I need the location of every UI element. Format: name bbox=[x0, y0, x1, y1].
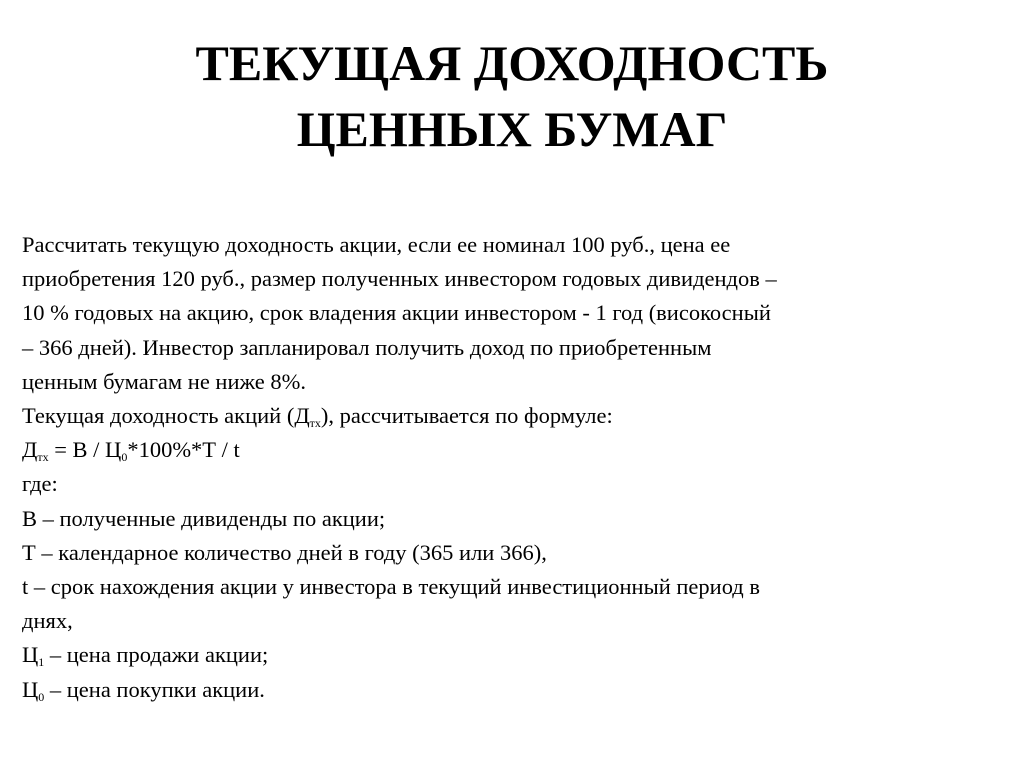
formula-mid-subscript: 0 bbox=[121, 450, 128, 465]
task-line: приобретения 120 руб., размер полученных инвестором годовых дивидендов – bbox=[22, 266, 777, 292]
definition-c1-symbol: Ц bbox=[22, 642, 39, 668]
formula-intro-text: Текущая доходность акций (Д bbox=[22, 403, 310, 429]
slide-title-line-1: ТЕКУЩАЯ ДОХОДНОСТЬ bbox=[195, 35, 829, 91]
definition-c0-text: – цена покупки акции. bbox=[44, 676, 265, 702]
definition-c0 bbox=[22, 673, 1007, 707]
definition-c1 bbox=[22, 638, 1007, 672]
formula-intro-text-end: ), рассчитывается по формуле: bbox=[320, 403, 613, 429]
formula bbox=[22, 433, 1007, 467]
formula-lhs: Д bbox=[22, 437, 38, 463]
definition-t-upper: Т – календарное количество дней в году (365 или 366), bbox=[22, 539, 547, 565]
task-line: 10 % годовых на акцию, срок владения акции инвестором - 1 год (високосный bbox=[22, 300, 771, 326]
definition-c1-text: – цена продажи акции; bbox=[44, 642, 269, 668]
slide-title bbox=[0, 30, 1024, 162]
definition-c1-subscript: 1 bbox=[38, 655, 45, 670]
definition-t-lower-cont: днях, bbox=[22, 608, 73, 634]
formula-intro bbox=[22, 399, 1007, 433]
formula-intro-subscript: тх bbox=[309, 416, 321, 431]
task-line: Рассчитать текущую доходность акции, если ее номинал 100 руб., цена ее bbox=[22, 232, 731, 257]
task-line: – 366 дней). Инвестор запланировал получить доход по приобретенным bbox=[22, 334, 712, 360]
definition-c0-symbol: Ц bbox=[22, 676, 39, 702]
slide-body bbox=[22, 228, 1007, 707]
task-line: ценным бумагам не ниже 8%. bbox=[22, 368, 306, 394]
formula-mid: = В / Ц bbox=[48, 437, 122, 463]
definition-c0-subscript: 0 bbox=[38, 689, 45, 704]
formula-lhs-subscript: тх bbox=[37, 450, 49, 465]
formula-rest: *100%*Т / t bbox=[127, 437, 240, 463]
where-label: где: bbox=[22, 471, 58, 497]
slide-title-line-2: ЦЕННЫХ БУМАГ bbox=[296, 101, 728, 157]
definition-b: В – полученные дивиденды по акции; bbox=[22, 505, 386, 531]
definition-t-lower: t – срок нахождения акции у инвестора в текущий инвестиционный период в bbox=[22, 574, 760, 600]
